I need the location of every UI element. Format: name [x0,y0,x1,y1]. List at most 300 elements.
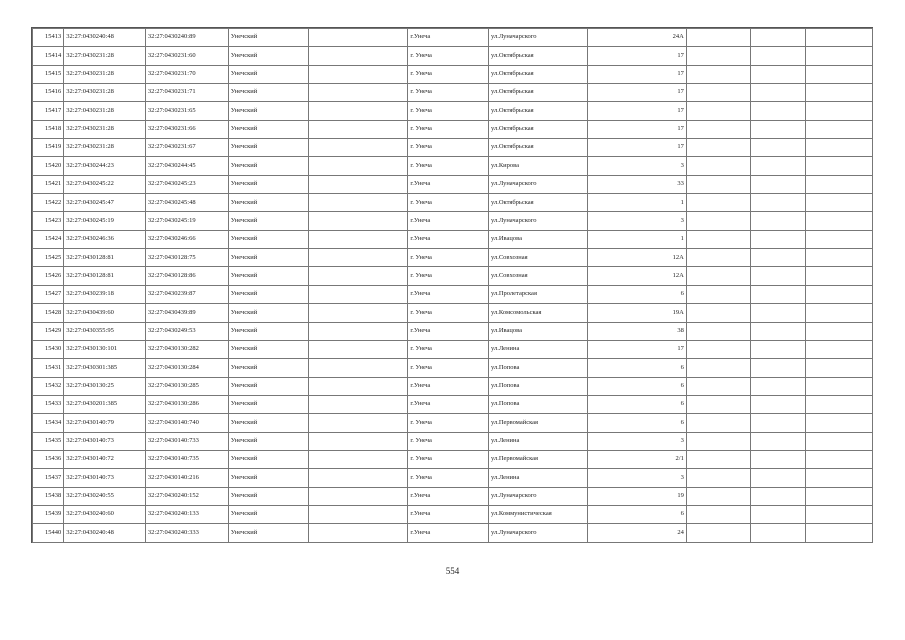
cell-district: Унечский [228,230,309,248]
cell-settlement-type [309,120,408,138]
cell-extra-2 [751,175,806,193]
cell-house-number: 24А [587,29,686,47]
cell-city: г.Унеча [408,285,489,303]
cell-cadastral-number-object: 32:27:0430240:89 [145,29,228,47]
table-row [33,395,873,413]
cell-city: г.Унеча [408,395,489,413]
cell-cadastral-number-parcel: 32:27:0430231:28 [64,139,146,157]
cell-district: Унечский [228,505,309,523]
cell-settlement-type [309,395,408,413]
cell-street: ул.Октябрьская [488,139,587,157]
cell-extra-1 [686,340,751,358]
cell-extra-2 [751,230,806,248]
cell-extra-2 [751,304,806,322]
cell-street: ул.Октябрьская [488,120,587,138]
cell-city: г.Унеча [408,175,489,193]
cell-district: Унечский [228,432,309,450]
cell-row-number: 15423 [33,212,64,230]
cell-extra-1 [686,432,751,450]
cell-street: ул.Ленина [488,432,587,450]
table-row [33,450,873,468]
table-row [33,102,873,120]
cell-street: ул.Луначарского [488,524,587,543]
cell-city: г.Унеча [408,505,489,523]
cell-settlement-type [309,84,408,102]
cell-extra-3 [806,139,873,157]
cell-extra-3 [806,285,873,303]
cell-extra-1 [686,450,751,468]
cell-district: Унечский [228,175,309,193]
cell-row-number: 15438 [33,487,64,505]
cell-extra-3 [806,249,873,267]
cell-house-number: 17 [587,102,686,120]
cell-cadastral-number-object: 32:27:0430240:152 [145,487,228,505]
cell-extra-1 [686,157,751,175]
cell-cadastral-number-parcel: 32:27:0430245:22 [64,175,146,193]
cell-extra-1 [686,139,751,157]
cell-street: ул.Луначарского [488,212,587,230]
cell-house-number: 17 [587,65,686,83]
cell-settlement-type [309,212,408,230]
cell-extra-1 [686,487,751,505]
cell-settlement-type [309,487,408,505]
cell-cadastral-number-parcel: 32:27:0430240:48 [64,29,146,47]
cell-district: Унечский [228,47,309,65]
cell-house-number: 6 [587,359,686,377]
cell-house-number: 6 [587,377,686,395]
cell-extra-1 [686,359,751,377]
cell-extra-2 [751,120,806,138]
cell-house-number: 24 [587,524,686,543]
cell-extra-3 [806,340,873,358]
register-table [32,28,873,543]
cell-street: ул.Совхозная [488,249,587,267]
cell-cadastral-number-object: 32:27:0430140:740 [145,414,228,432]
cell-district: Унечский [228,120,309,138]
cell-city: г.Унеча [408,524,489,543]
cell-cadastral-number-object: 32:27:0430231:71 [145,84,228,102]
cell-city: г. Унеча [408,84,489,102]
cell-settlement-type [309,524,408,543]
cell-city: г. Унеча [408,340,489,358]
cell-house-number: 6 [587,505,686,523]
cell-extra-1 [686,469,751,487]
cell-extra-2 [751,469,806,487]
cell-cadastral-number-parcel: 32:27:0430355:95 [64,322,146,340]
cell-district: Унечский [228,469,309,487]
cell-settlement-type [309,432,408,450]
cell-settlement-type [309,469,408,487]
table-row [33,29,873,47]
cell-cadastral-number-object: 32:27:0430231:60 [145,47,228,65]
cell-settlement-type [309,47,408,65]
cell-settlement-type [309,65,408,83]
cell-settlement-type [309,102,408,120]
cell-extra-3 [806,304,873,322]
cell-cadastral-number-object: 32:27:0430130:284 [145,359,228,377]
cell-house-number: 6 [587,395,686,413]
cell-extra-1 [686,84,751,102]
cell-cadastral-number-parcel: 32:27:0430240:48 [64,524,146,543]
cell-city: г.Унеча [408,322,489,340]
cell-district: Унечский [228,102,309,120]
table-row [33,194,873,212]
cell-cadastral-number-parcel: 32:27:0430140:72 [64,450,146,468]
cell-extra-2 [751,267,806,285]
cell-extra-3 [806,395,873,413]
cell-house-number: 3 [587,432,686,450]
table-row [33,175,873,193]
cell-district: Унечский [228,194,309,212]
cell-extra-1 [686,322,751,340]
cell-cadastral-number-parcel: 32:27:0430240:55 [64,487,146,505]
cell-cadastral-number-parcel: 32:27:0430439:60 [64,304,146,322]
cell-city: г.Унеча [408,487,489,505]
cell-cadastral-number-parcel: 32:27:0430140:73 [64,469,146,487]
cell-street: ул.Ленина [488,340,587,358]
cell-city: г.Унеча [408,230,489,248]
cell-settlement-type [309,285,408,303]
cell-house-number: 17 [587,139,686,157]
cell-street: ул.Луначарского [488,175,587,193]
cell-row-number: 15413 [33,29,64,47]
cell-city: г.Унеча [408,212,489,230]
cell-district: Унечский [228,322,309,340]
cell-city: г. Унеча [408,304,489,322]
cell-cadastral-number-parcel: 32:27:0430245:47 [64,194,146,212]
cell-city: г. Унеча [408,249,489,267]
cell-district: Унечский [228,450,309,468]
cell-street: ул.Ленина [488,469,587,487]
page-number: 554 [445,566,460,576]
table-row [33,120,873,138]
cell-row-number: 15431 [33,359,64,377]
cell-district: Унечский [228,377,309,395]
cell-settlement-type [309,230,408,248]
cell-street: ул.Первомайская [488,414,587,432]
cell-settlement-type [309,267,408,285]
cell-extra-3 [806,29,873,47]
cell-extra-3 [806,469,873,487]
cell-cadastral-number-object: 32:27:0430246:66 [145,230,228,248]
table-row [33,359,873,377]
cell-extra-1 [686,230,751,248]
cell-street: ул.Попова [488,377,587,395]
cell-row-number: 15421 [33,175,64,193]
cell-cadastral-number-parcel: 32:27:0430140:79 [64,414,146,432]
cell-cadastral-number-object: 32:27:0430439:89 [145,304,228,322]
cell-row-number: 15418 [33,120,64,138]
cell-settlement-type [309,359,408,377]
cell-extra-3 [806,230,873,248]
cell-row-number: 15434 [33,414,64,432]
cell-cadastral-number-object: 32:27:0430249:53 [145,322,228,340]
cell-extra-3 [806,267,873,285]
cell-city: г. Унеча [408,450,489,468]
cell-street: ул.Совхозная [488,267,587,285]
cell-extra-3 [806,505,873,523]
cell-extra-3 [806,432,873,450]
cell-cadastral-number-object: 32:27:0430231:66 [145,120,228,138]
cell-extra-1 [686,175,751,193]
cell-extra-3 [806,377,873,395]
cell-row-number: 15416 [33,84,64,102]
cell-settlement-type [309,505,408,523]
cell-district: Унечский [228,524,309,543]
cell-cadastral-number-object: 32:27:0430130:286 [145,395,228,413]
cell-extra-2 [751,212,806,230]
cell-extra-2 [751,505,806,523]
cell-street: ул.Октябрьская [488,84,587,102]
cell-street: ул.Луначарского [488,487,587,505]
cell-district: Унечский [228,359,309,377]
cell-street: ул.Попова [488,359,587,377]
cell-cadastral-number-object: 32:27:0430128:75 [145,249,228,267]
cell-cadastral-number-object: 32:27:0430130:285 [145,377,228,395]
cell-street: ул.Луначарского [488,29,587,47]
cell-house-number: 19А [587,304,686,322]
cell-cadastral-number-parcel: 32:27:0430231:28 [64,47,146,65]
cell-house-number: 6 [587,285,686,303]
cell-extra-2 [751,249,806,267]
cell-city: г. Унеча [408,194,489,212]
cell-district: Унечский [228,487,309,505]
cell-city: г. Унеча [408,139,489,157]
cell-settlement-type [309,414,408,432]
cell-city: г.Унеча [408,377,489,395]
cell-cadastral-number-object: 32:27:0430231:67 [145,139,228,157]
cell-house-number: 12А [587,249,686,267]
cell-house-number: 12А [587,267,686,285]
cell-extra-2 [751,487,806,505]
cell-row-number: 15425 [33,249,64,267]
cell-house-number: 1 [587,230,686,248]
cell-cadastral-number-object: 32:27:0430231:65 [145,102,228,120]
cell-cadastral-number-parcel: 32:27:0430244:23 [64,157,146,175]
table-row [33,212,873,230]
cell-extra-3 [806,47,873,65]
cell-cadastral-number-object: 32:27:0430128:86 [145,267,228,285]
cell-district: Унечский [228,84,309,102]
cell-cadastral-number-parcel: 32:27:0430231:28 [64,65,146,83]
cell-house-number: 1 [587,194,686,212]
cell-house-number: 6 [587,414,686,432]
cell-settlement-type [309,29,408,47]
cell-row-number: 15419 [33,139,64,157]
cell-row-number: 15439 [33,505,64,523]
cell-extra-1 [686,377,751,395]
cell-cadastral-number-object: 32:27:0430130:282 [145,340,228,358]
cell-cadastral-number-object: 32:27:0430240:133 [145,505,228,523]
cell-cadastral-number-parcel: 32:27:0430231:28 [64,102,146,120]
cell-extra-3 [806,359,873,377]
cell-row-number: 15417 [33,102,64,120]
cell-house-number: 2/1 [587,450,686,468]
cell-extra-1 [686,102,751,120]
cell-extra-1 [686,212,751,230]
cell-district: Унечский [228,139,309,157]
cell-extra-2 [751,139,806,157]
cell-street: ул.Октябрьская [488,102,587,120]
cell-extra-2 [751,194,806,212]
table-row [33,432,873,450]
table-body [33,29,873,543]
table-row [33,505,873,523]
cell-extra-2 [751,432,806,450]
table-row [33,469,873,487]
cell-settlement-type [309,322,408,340]
cell-cadastral-number-parcel: 32:27:0430240:60 [64,505,146,523]
cell-row-number: 15433 [33,395,64,413]
cell-extra-3 [806,120,873,138]
cell-extra-3 [806,487,873,505]
table-row [33,84,873,102]
cell-extra-2 [751,524,806,543]
cell-extra-2 [751,84,806,102]
cell-cadastral-number-parcel: 32:27:0430231:28 [64,84,146,102]
cell-city: г. Унеча [408,414,489,432]
cell-settlement-type [309,249,408,267]
cell-row-number: 15437 [33,469,64,487]
cell-cadastral-number-parcel: 32:27:0430246:36 [64,230,146,248]
cell-house-number: 33 [587,175,686,193]
cell-extra-2 [751,157,806,175]
cell-district: Унечский [228,65,309,83]
cell-extra-3 [806,157,873,175]
cell-row-number: 15424 [33,230,64,248]
cell-row-number: 15427 [33,285,64,303]
cell-city: г. Унеча [408,359,489,377]
cell-cadastral-number-parcel: 32:27:0430128:81 [64,267,146,285]
table-row [33,139,873,157]
cell-district: Унечский [228,249,309,267]
cell-house-number: 17 [587,120,686,138]
cell-extra-3 [806,414,873,432]
cell-row-number: 15435 [33,432,64,450]
cell-cadastral-number-object: 32:27:0430245:48 [145,194,228,212]
cell-house-number: 19 [587,487,686,505]
cell-cadastral-number-parcel: 32:27:0430130:101 [64,340,146,358]
cell-extra-3 [806,65,873,83]
cell-extra-3 [806,175,873,193]
cell-house-number: 3 [587,212,686,230]
cell-cadastral-number-parcel: 32:27:0430128:81 [64,249,146,267]
cell-row-number: 15415 [33,65,64,83]
cell-house-number: 17 [587,340,686,358]
cell-cadastral-number-object: 32:27:0430231:70 [145,65,228,83]
cell-row-number: 15430 [33,340,64,358]
cell-extra-1 [686,414,751,432]
cell-extra-2 [751,29,806,47]
cell-cadastral-number-object: 32:27:0430244:45 [145,157,228,175]
table-row [33,377,873,395]
cell-city: г. Унеча [408,469,489,487]
cell-extra-2 [751,395,806,413]
cell-extra-1 [686,65,751,83]
cell-street: ул.Попова [488,395,587,413]
cell-district: Унечский [228,304,309,322]
cell-extra-3 [806,450,873,468]
cell-extra-2 [751,285,806,303]
cell-street: ул.Ивацова [488,322,587,340]
cell-cadastral-number-object: 32:27:0430240:333 [145,524,228,543]
cell-extra-2 [751,359,806,377]
cell-city: г. Унеча [408,267,489,285]
table-row [33,322,873,340]
cell-city: г.Унеча [408,29,489,47]
cell-extra-3 [806,194,873,212]
cell-street: ул.Кирова [488,157,587,175]
cell-house-number: 17 [587,47,686,65]
cell-street: ул.Первомайская [488,450,587,468]
cell-extra-2 [751,102,806,120]
cell-extra-2 [751,47,806,65]
table-row [33,267,873,285]
cell-extra-2 [751,377,806,395]
cell-settlement-type [309,157,408,175]
cell-cadastral-number-object: 32:27:0430140:216 [145,469,228,487]
cell-extra-3 [806,84,873,102]
cell-extra-3 [806,524,873,543]
cell-street: ул.Октябрьская [488,65,587,83]
cell-settlement-type [309,304,408,322]
cell-settlement-type [309,377,408,395]
cell-district: Унечский [228,157,309,175]
cell-extra-2 [751,450,806,468]
cell-extra-1 [686,285,751,303]
cell-row-number: 15432 [33,377,64,395]
cell-extra-1 [686,249,751,267]
table-row [33,414,873,432]
cell-city: г. Унеча [408,432,489,450]
cell-cadastral-number-object: 32:27:0430239:87 [145,285,228,303]
cell-street: ул.Ивацова [488,230,587,248]
cell-district: Унечский [228,29,309,47]
cell-row-number: 15426 [33,267,64,285]
cell-row-number: 15436 [33,450,64,468]
cell-district: Унечский [228,212,309,230]
cell-extra-1 [686,47,751,65]
cell-cadastral-number-parcel: 32:27:0430301:385 [64,359,146,377]
cell-row-number: 15420 [33,157,64,175]
cell-extra-1 [686,29,751,47]
cell-settlement-type [309,175,408,193]
cell-extra-1 [686,267,751,285]
cell-cadastral-number-parcel: 32:27:0430239:18 [64,285,146,303]
cell-extra-2 [751,414,806,432]
table-row [33,524,873,543]
cell-house-number: 38 [587,322,686,340]
table-row [33,47,873,65]
cell-street: ул.Комсомольская [488,304,587,322]
cell-street: ул.Коммунистическая [488,505,587,523]
cell-street: ул.Октябрьская [488,47,587,65]
table-row [33,304,873,322]
cell-house-number: 3 [587,469,686,487]
table-row [33,487,873,505]
cell-extra-1 [686,524,751,543]
cell-row-number: 15429 [33,322,64,340]
cell-extra-2 [751,340,806,358]
table-row [33,285,873,303]
cell-district: Унечский [228,414,309,432]
cell-city: г. Унеча [408,120,489,138]
cell-street: ул.Октябрьская [488,194,587,212]
cell-city: г. Унеча [408,102,489,120]
cell-extra-3 [806,322,873,340]
table-row [33,65,873,83]
cell-row-number: 15414 [33,47,64,65]
